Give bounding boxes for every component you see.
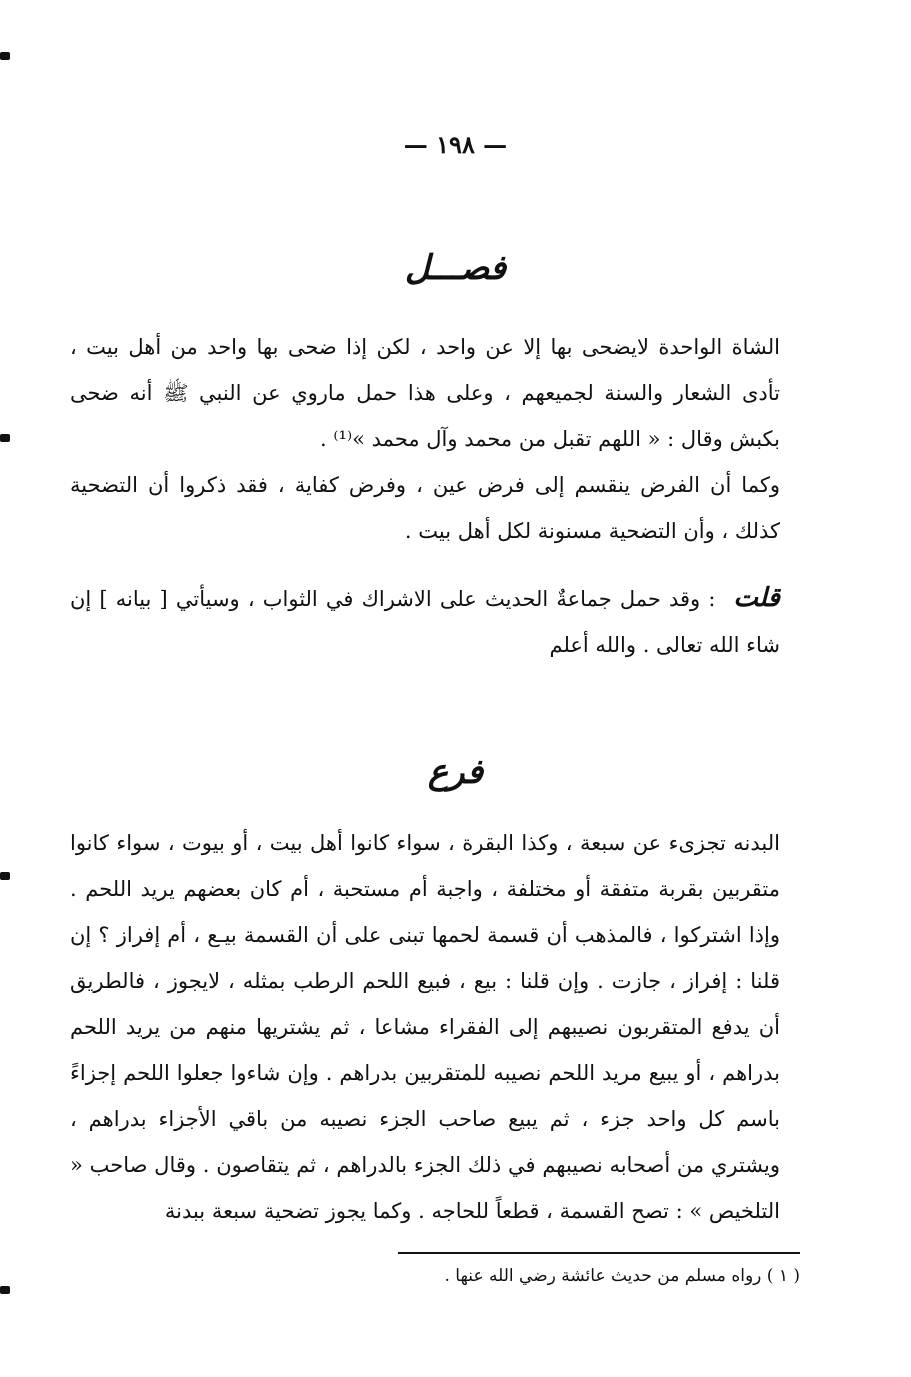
paragraph [70, 575, 780, 668]
scan-edge-mark [0, 434, 10, 442]
paragraph: وكما أن الفرض ينقسم إلى فرض عين ، وفرض كفاية ، فقد ذكروا أن التضحية كذلك ، وأن التضحية مسنونة لكل أهل بيت . [70, 473, 780, 543]
section-heading-far: فرع [427, 752, 484, 792]
footnote-divider [398, 1252, 800, 1254]
qult-text: : وقد حمل جماعةٌ الحديث على الاشراك في الثواب ، وسيأتي [ بيانه ] إن شاء الله تعالى . والله أعلم [70, 587, 780, 657]
section-far-body [70, 820, 780, 1234]
footnote: ( ١ ) رواه مسلم من حديث عائشة رضي الله عنها . [444, 1266, 800, 1286]
qult-note [70, 575, 780, 668]
section-fasl-body [70, 324, 780, 554]
qult-label: قلت [733, 583, 780, 613]
scan-edge-mark [0, 52, 10, 60]
paragraph: الشاة الواحدة لايضحى بها إلا عن واحد ، لكن إذا ضحى بها واحد من أهل بيت ، تأدى الشعار والسنة لجميعهم ، وعلى هذا حمل ماروي عن النبي ﷺ أنه ضحى بكبش وقال : « اللهم تقبل من محمد وآل محمد »⁽¹⁾ . [70, 335, 780, 451]
section-heading-fasl: فصـــل [404, 248, 507, 288]
paragraph: البدنه تجزىء عن سبعة ، وكذا البقرة ، سواء كانوا أهل بيت ، أو بيوت ، سواء كانوا متقربين بقربة متفقة أو مختلفة ، واجبة أم مستحبة ، أم كان بعضهم يريد اللحم . وإذا اشتركوا ، فالمذهب أن قسمة لحمها تبنى على أن القسمة بيـع ، أم إفراز ؟ إن قلنا : إفراز ، جازت . وإن قلنا : بيع ، فبيع اللحم الرطب بمثله ، لايجوز ، فالطريق أن يدفع المتقربون نصيبهم إلى الفقراء مشاعا ، ثم يشتريها منهم من يريد اللحم بدراهم ، أو يبيع مريد اللحم نصيبه للمتقربين بدراهم . وإن شاءوا جعلوا اللحم إجزاءً باسم كل واحد جزء ، ثم يبيع صاحب الجزء نصيبه من باقي الأجزاء بدراهم ، ويشتري من أصحابه نصيبهم في ذلك الجزء بالدراهم ، ثم يتقاصون . وقال صاحب « التلخيص » : تصح القسمة ، قطعاً للحاجه . وكما يجوز تضحية سبعة ببدنة [70, 831, 781, 1223]
scan-edge-mark [0, 1286, 10, 1294]
page-number: — ١٩٨ — [403, 130, 508, 159]
scan-edge-mark [0, 872, 10, 880]
